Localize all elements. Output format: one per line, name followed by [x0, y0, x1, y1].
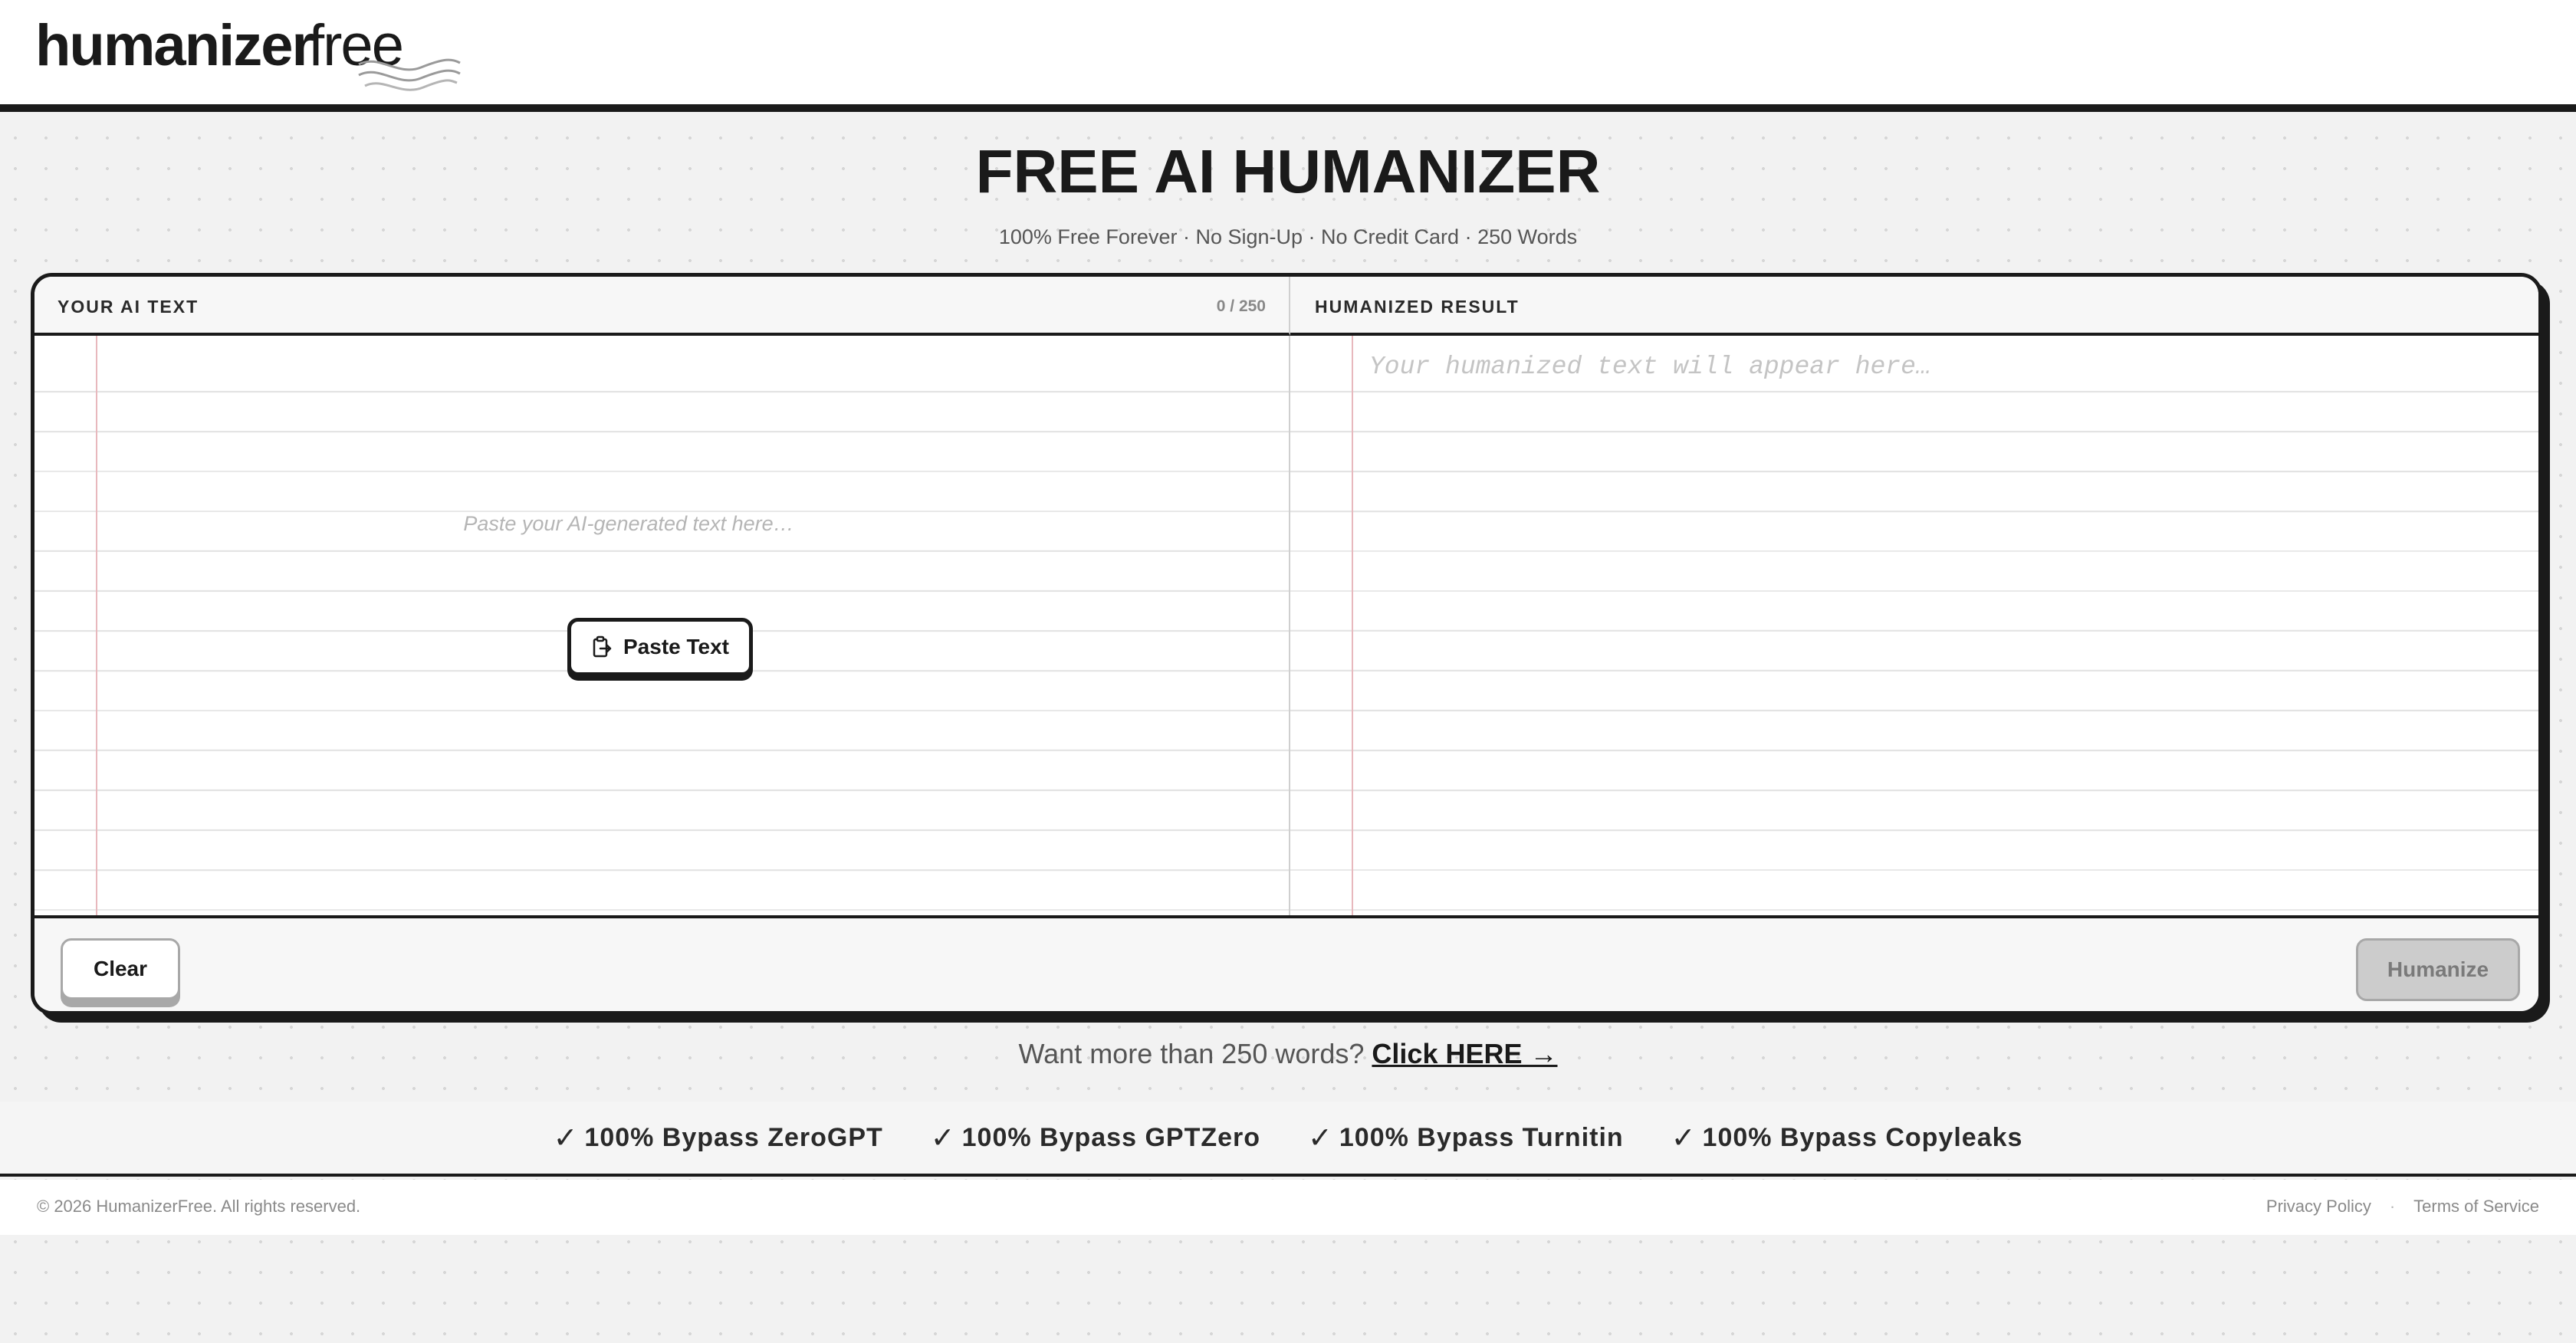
feature-item — [554, 1121, 883, 1154]
output-pane-label: HUMANIZED RESULT — [1315, 297, 1520, 317]
clipboard-paste-icon — [591, 635, 613, 658]
check-icon: ✓ — [553, 1121, 579, 1154]
input-pane-header — [34, 277, 1290, 336]
upsell-message — [0, 1038, 2576, 1070]
feature-item — [1671, 1121, 2023, 1154]
check-icon: ✓ — [930, 1121, 956, 1154]
feature-label: 100% Bypass GPTZero — [961, 1122, 1261, 1152]
page-subtitle: 100% Free Forever · No Sign-Up · No Credit Card · 250 Words — [998, 225, 1578, 248]
feature-item — [931, 1121, 1260, 1154]
site-header — [0, 0, 2576, 112]
editor-card — [31, 273, 2542, 1015]
feature-item — [1308, 1121, 1624, 1154]
input-placeholder: Paste your AI-generated text here… — [463, 512, 794, 535]
humanize-button[interactable]: Humanize — [2356, 938, 2520, 1001]
check-icon: ✓ — [1308, 1121, 1333, 1154]
feature-label: 100% Bypass ZeroGPT — [584, 1122, 883, 1152]
logo-bold-text: humanizer — [35, 13, 314, 78]
upsell-link[interactable]: Click HERE → — [1372, 1038, 1558, 1069]
output-area — [1290, 336, 2542, 915]
margin-line — [96, 336, 97, 915]
logo-light-text: free — [308, 13, 402, 78]
input-pane-label: YOUR AI TEXT — [58, 297, 199, 317]
margin-line — [1352, 336, 1353, 915]
footer-separator: · — [2389, 1197, 2396, 1216]
terms-of-service-link[interactable]: Terms of Service — [2413, 1197, 2539, 1216]
copyright-text: © 2026 HumanizerFree. All rights reserved. — [37, 1197, 361, 1216]
output-placeholder: Your humanized text will appear here… — [1369, 353, 1931, 381]
output-pane-header — [1290, 277, 2542, 336]
site-footer — [0, 1180, 2576, 1235]
editor-footer — [34, 915, 2542, 1015]
check-icon: ✓ — [1671, 1121, 1697, 1154]
footer-links — [2266, 1197, 2539, 1217]
privacy-policy-link[interactable]: Privacy Policy — [2266, 1197, 2371, 1216]
feature-label: 100% Bypass Turnitin — [1339, 1122, 1624, 1152]
upsell-text: Want more than 250 words? — [1018, 1038, 1365, 1069]
paste-button-label: Paste Text — [623, 635, 729, 658]
word-counter: 0 / 250 — [1216, 297, 1266, 315]
clear-button[interactable]: Clear — [61, 938, 180, 1000]
page-title: FREE AI HUMANIZER — [975, 137, 1601, 205]
feature-label: 100% Bypass Copyleaks — [1702, 1122, 2023, 1152]
logo[interactable] — [35, 9, 434, 94]
features-band — [0, 1102, 2576, 1177]
paste-text-button[interactable] — [567, 618, 753, 676]
logo-swoosh-icon — [356, 54, 463, 95]
